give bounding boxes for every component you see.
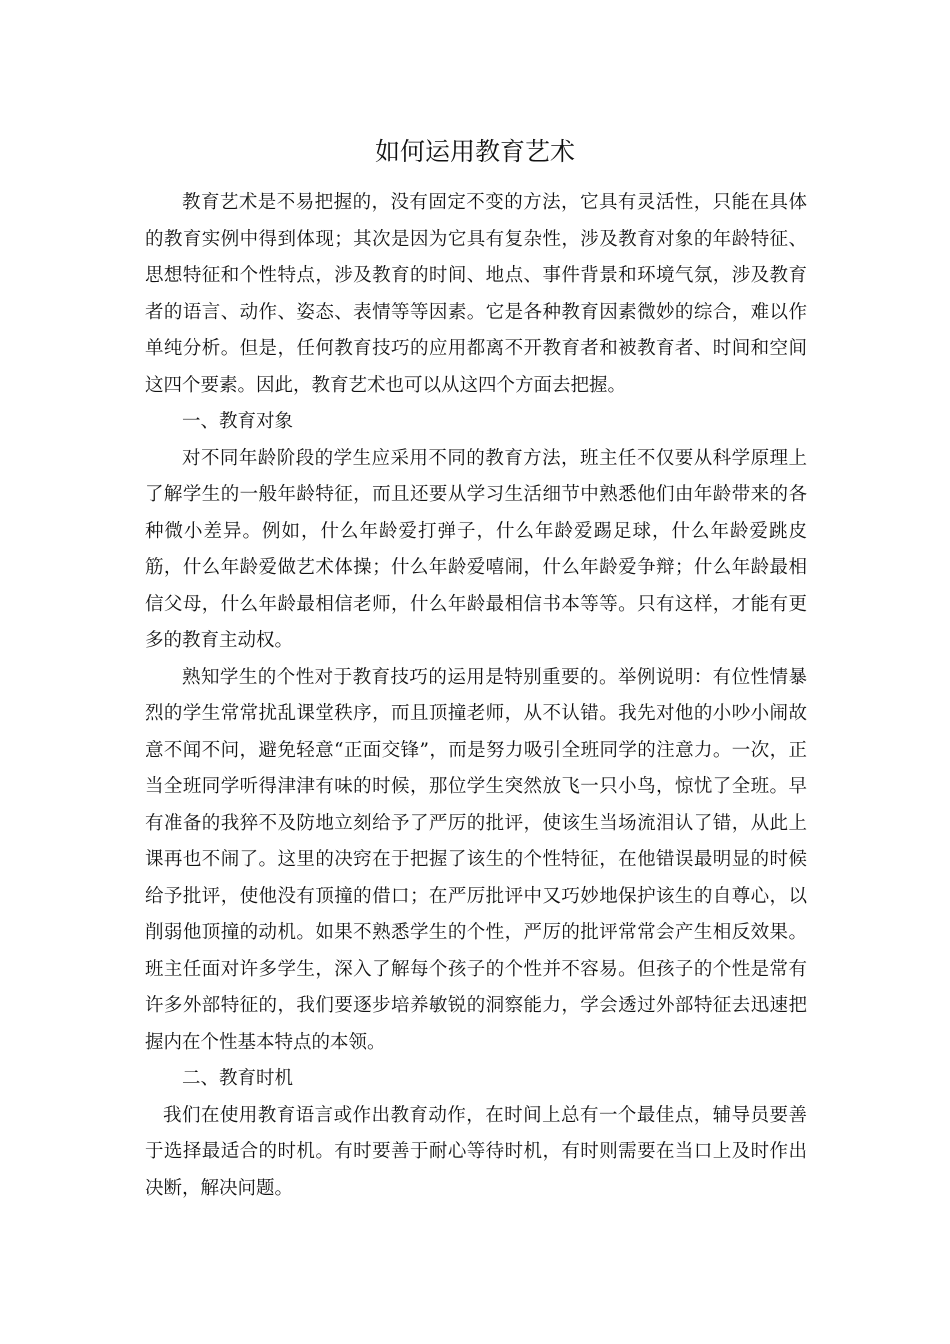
document-body xyxy=(145,185,807,1207)
document-title: 如何运用教育艺术 xyxy=(374,137,575,166)
paragraph-age-characteristics: 对不同年龄阶段的学生应采用不同的教育方法，班主任不仅要从科学原理上了解学生的一般年龄特征，而且还要从学习生活细节中熟悉他们由年龄带来的各种微小差异。例如，什么年龄爱打弹子，什么年龄爱踢足球，什么年龄爱跳皮筋，什么年龄爱做艺术体操；什么年龄爱嘻闹，什么年龄爱争辩；什么年龄最相信父母，什么年龄最相信老师，什么年龄最相信书本等等。只有这样，才能有更多的教育主动权。 xyxy=(145,447,807,651)
section-heading-education-timing: 二、教育时机 xyxy=(182,1068,294,1089)
paragraph-individuality: 熟知学生的个性对于教育技巧的运用是特别重要的。举例说明：有位性情暴烈的学生常常扰乱课堂秩序，而且顶撞老师，从不认错。我先对他的小吵小闹故意不闻不问，避免轻意“正面交锋”，而是努力吸引全班同学的注意力。一次，正当全班同学听得津津有味的时候，那位学生突然放飞一只小鸟，惊忧了全班。早有准备的我猝不及防地立刻给予了严厉的批评，使该生当场流泪认了错，从此上课再也不闹了。这里的决窍在于把握了该生的个性特征，在他错误最明显的时候给予批评，使他没有顶撞的借口；在严厉批评中又巧妙地保护该生的自尊心，以削弱他顶撞的动机。如果不熟悉学生的个性，严厉的批评常常会产生相反效果。班主任面对许多学生，深入了解每个孩子的个性并不容易。但孩子的个性是常有许多外部特征的，我们要逐步培养敏锐的洞察能力，学会透过外部特征去迅速把握内在个性基本特点的本领。 xyxy=(145,666,807,1053)
section-heading-education-object: 一、教育对象 xyxy=(182,411,294,432)
paragraph-timing: 我们在使用教育语言或作出教育动作，在时间上总有一个最佳点，辅导员要善于选择最适合的时机。有时要善于耐心等待时机，有时则需要在当口上及时作出决断，解决问题。 xyxy=(145,1104,807,1199)
paragraph-intro: 教育艺术是不易把握的，没有固定不变的方法，它具有灵活性，只能在具体的教育实例中得到体现；其次是因为它具有复杂性，涉及教育对象的年龄特征、思想特征和个性特点，涉及教育的时间、地点、事件背景和环境气氛，涉及教育者的语言、动作、姿态、表情等等因素。它是各种教育因素微妙的综合，难以作单纯分析。但是，任何教育技巧的应用都离不开教育者和被教育者、时间和空间这四个要素。因此，教育艺术也可以从这四个方面去把握。 xyxy=(145,192,807,396)
